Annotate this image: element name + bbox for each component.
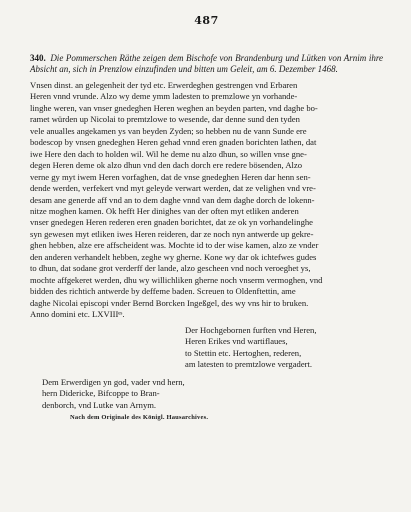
body-line: iwe Here den dach to holden wil. Wil he deme nu alzo dhun, so willen vnse gne-	[30, 148, 307, 159]
body-line: to dhun, dat sodane grot verderff der lande, alzo gescheen vnd noch veroeghet ys,	[30, 263, 311, 274]
body-line: daghe Nicolai episcopi vnder Bernd Borcken Ingeßgel, des wy vns hir to bruken.	[30, 297, 309, 308]
body-line: ramet würden up Nicolai to premtzlowe to wesende, dar denne sund den tyden	[30, 114, 300, 125]
body-line: desam ane generde aff vnd an to dem daghe vnnd van dem daghe dorch de lokenn-	[30, 194, 315, 205]
body-line: Anno domini etc. LXVIIIᵉˢ.	[30, 309, 125, 320]
body-line: degen Heren deme ok alzo dhun vnd den dach dorch ere redere bösenden, Alzo	[30, 160, 303, 171]
body-line: dende werden, verfekert vnd myt geleyde verwart werden, dat ze velighen vnd vre-	[30, 183, 316, 194]
body-line: Vnsen dinst. an gelegenheit der tyd etc. Erwerdeghen gestrengen vnd Erbaren	[30, 80, 298, 90]
body-line: Heren vnnd vrunde. Alzo wy deme ymm ladesten to premzlowe yn vorhande-	[30, 91, 298, 102]
signature-block	[185, 325, 383, 371]
body-line: vnser gnedegen Heren rederen eren gnaden borichtet, dat ze ok yn vorhandelinghe	[30, 217, 313, 228]
body-line: nitze moghen kamen. Ok hefft Her dinighes van der often myt etliken anderen	[30, 205, 299, 216]
body-line: linghe weren, van vnser gnedeghen Heren weghen an beyden parten, vnd daghe bo-	[30, 102, 318, 113]
body-line: verne gy myt iwem Heren vorfaghen, dat de vnse gnedeghen Heren dar henn sen-	[30, 171, 311, 182]
body-line: ghen hebben, alze ere affscheident was. Mochte id to der wise kamen, alzo ze vnder	[30, 240, 319, 251]
signature-line: am latesten to premtzlowe vergadert.	[185, 359, 313, 370]
body-line: bidden des richtich antwerde by deffeme baden. Screuen to Oldenftettin, ame	[30, 286, 296, 297]
signature-line: Der Hochgebornen furften vnd Heren,	[185, 324, 317, 335]
address-line: Dem Erwerdigen yn god, vader vnd hern,	[42, 376, 185, 387]
signature-line: Heren Erikes vnd wartiflaues,	[185, 336, 288, 347]
body-line: vele anualles angekamen ys van beyden Zyden; so hebben nu de vann Sunde ere	[30, 125, 307, 136]
address-line: hern Didericke, Bifcoppe to Bran-	[42, 388, 160, 399]
document-heading	[30, 53, 383, 75]
page-number: 487	[194, 14, 219, 27]
document-number: 340.	[30, 53, 46, 63]
document-title: Die Pommerschen Räthe zeigen dem Bischofe von Brandenburg und Lütken von Arnim ihre Absicht an, sich in Prenzlow einzufinden und bitten um Geleit, am 6. Dezember 1468.	[30, 53, 384, 74]
body-line: syn gewesen myt etliken iwes Heren reideren, dar ze noch nyn antwerde up gekre-	[30, 228, 314, 239]
body-line: mochte affgekeret werden, dhu wy willichliken gherne noch vnserm vermoghen, vnd	[30, 274, 323, 285]
body-line: bodescop by vnsen gnedeghen Heren gehad vnnd eren gnaden borichten lathen, dat	[30, 137, 317, 148]
source-note: Nach dem Originale des Königl. Hausarchives.	[70, 413, 209, 421]
address-block	[42, 377, 383, 412]
address-line: denborch, vnd Lutke van Arnym.	[42, 400, 157, 411]
letter-body	[30, 80, 383, 321]
body-line: den anderen verhandelt hebben, zeghe wy gherne. Kone wy dar ok ichtefwes gudes	[30, 251, 317, 262]
signature-line: to Stettin etc. Hertoghen, rederen,	[185, 347, 302, 358]
